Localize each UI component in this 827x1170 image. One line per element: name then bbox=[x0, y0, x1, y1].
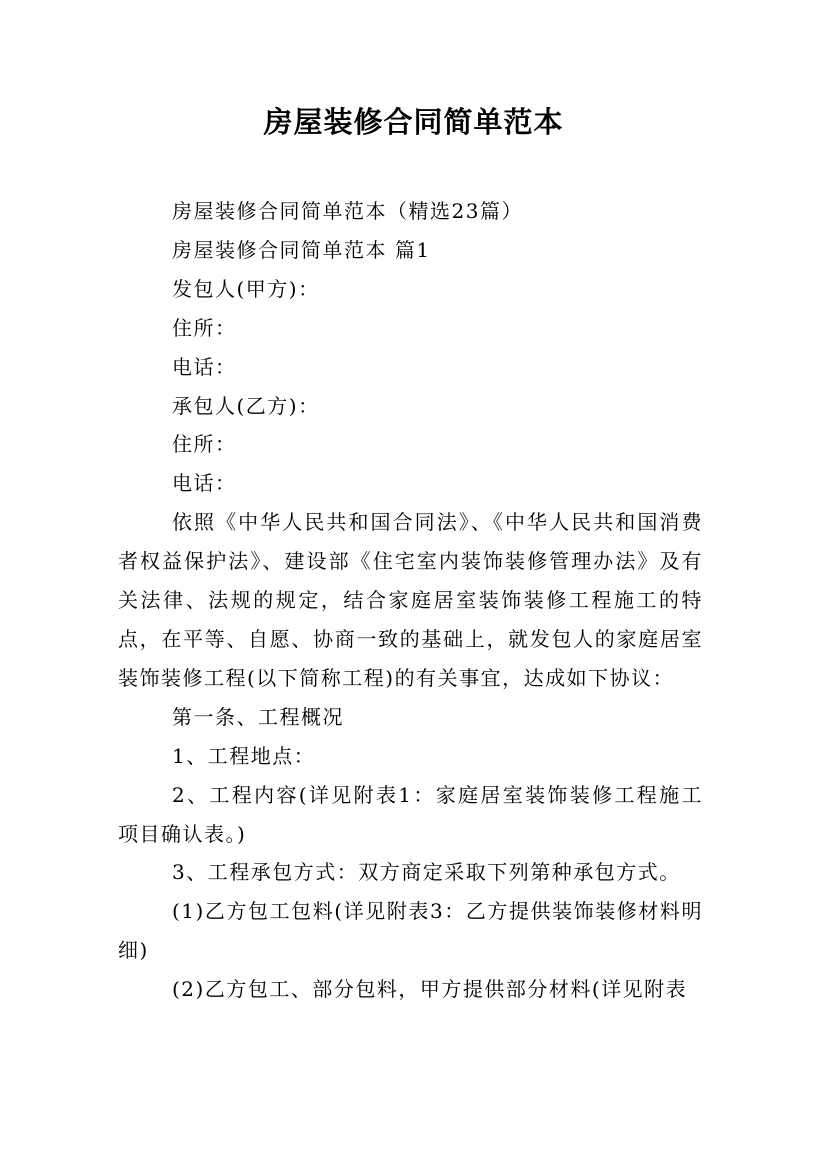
paragraph-preamble: 依照《中华人民共和国合同法》、《中华人民共和国消费者权益保护法》、建设部《住宅室内装饰装修管理办法》及有关法律、法规的规定，结合家庭居室装饰装修工程施工的特点，在平等、自愿、协商一致的基础上，就发包人的家庭居室装饰装修工程(以下简称工程)的有关事宜，达成如下协议： bbox=[118, 510, 703, 690]
paragraph-section-heading: 房屋装修合同简单范本 篇1 bbox=[172, 237, 431, 262]
paragraph-item-1: 1、工程地点： bbox=[172, 743, 316, 768]
paragraph-option-1: (1)乙方包工包料(详见附表3：乙方提供装饰装修材料明细) bbox=[118, 899, 703, 963]
paragraph-party-a-phone: 电话： bbox=[172, 354, 237, 379]
document-title: 房屋装修合同简单范本 bbox=[263, 105, 564, 139]
paragraph-item-2: 2、工程内容(详见附表1：家庭居室装饰装修工程施工项目确认表。) bbox=[118, 782, 703, 846]
document-body bbox=[118, 192, 703, 1009]
paragraph-party-a: 发包人(甲方)： bbox=[172, 276, 320, 301]
paragraph-party-a-address: 住所： bbox=[172, 315, 237, 340]
paragraph-subtitle: 房屋装修合同简单范本（精选23篇） bbox=[172, 199, 523, 223]
paragraph-option-2: (2)乙方包工、部分包料，甲方提供部分材料(详见附表 bbox=[172, 977, 688, 1002]
paragraph-party-b-address: 住所： bbox=[172, 432, 237, 457]
paragraph-party-b: 承包人(乙方)： bbox=[172, 393, 320, 418]
paragraph-article-one: 第一条、工程概况 bbox=[172, 704, 344, 729]
paragraph-item-3: 3、工程承包方式：双方商定采取下列第种承包方式。 bbox=[172, 860, 681, 885]
paragraph-party-b-phone: 电话： bbox=[172, 471, 237, 496]
